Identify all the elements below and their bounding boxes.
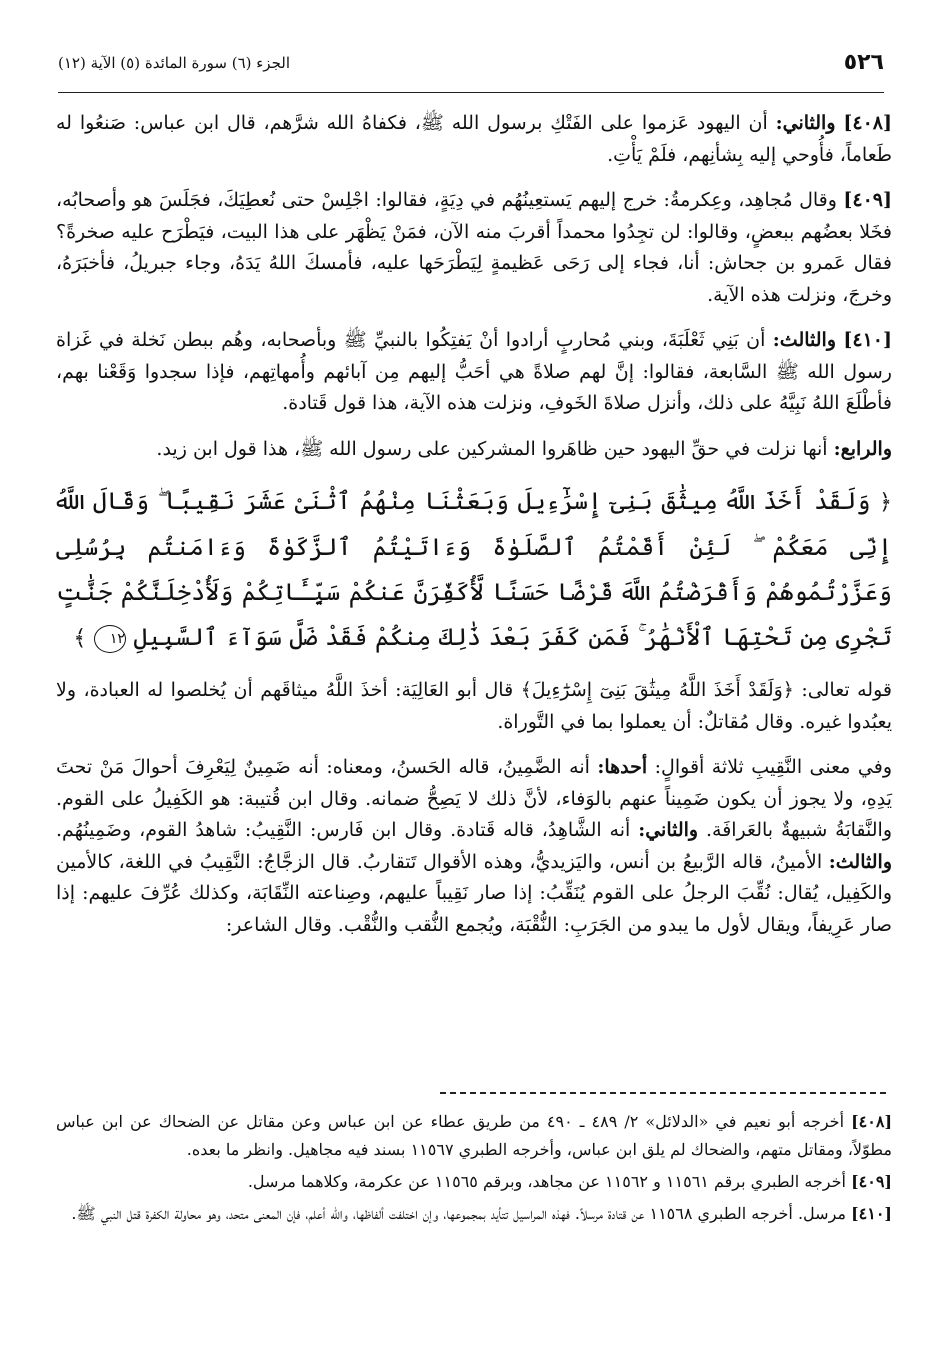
paragraph-text: الأمينُ، قاله الرَّبيعُ بن أنس، واليَزيديُّ، وهذه الأقوال تَتقاربُ. قال الزجَّاجُ: النَّقِيبُ في اللغة، كالأمين والكَفِيل، يُقال: نُقِّبَ الرجلُ على القوم يُنَقِّبُ: إذا صار نَقِيباً عليهم، وصِناعته النِّقَابَة، وكذلك عُرِّفَ عليهم: إذا صار عَرِيفاً، ويقال لأول ما يبدو من الجَرَبِ: النُّقْبَة، ويُجمع النُّقب والنُّقْب. وقال الشاعر: — [56, 850, 892, 936]
paragraph-tafsir-2 — [56, 752, 892, 941]
footnote-text: أخرجه أبو نعيم في «الدلائل» ٢/ ٤٨٩ ـ ٤٩٠ من طريق عطاء عن ابن عباس وعن مقاتل عن الضحاك عن ابن عباس مطوّلاً، ومقاتل متهم، والضحاك لم يلق ابن عباس، وأخرجه الطبري ١١٥٦٧ بسند فيه مجاهيل. وانظر ما بعده. — [56, 1112, 892, 1159]
paragraph-label: والثاني: — [775, 112, 836, 134]
verse-close-bracket: ﴾ — [73, 626, 87, 651]
footnotes — [56, 1108, 892, 1232]
footnote — [56, 1168, 892, 1196]
paragraph-label: أحدها: — [597, 756, 648, 778]
footnote — [56, 1200, 892, 1228]
footnote — [56, 1108, 892, 1164]
paragraph-tafsir-1 — [56, 675, 892, 738]
footnote-ref: [٤١٠] — [851, 1204, 892, 1223]
paragraph-label: والرابع: — [833, 437, 892, 460]
paragraph-410 — [56, 325, 892, 420]
footnote-ref: [٤٠٨] — [851, 1112, 893, 1131]
footnote-text: أخرجه الطبري برقم ١١٥٦١ و ١١٥٦٢ عن مجاهد، وبرقم ١١٥٦٥ عن عكرمة، وكلاهما مرسل. — [247, 1172, 846, 1191]
verse-open-bracket: ﴿ — [879, 490, 892, 515]
paragraph-text: أنه الشَّاهِدُ، قاله قَتادة. وقال ابن فَارس: النَّقِيبُ: شاهدُ القوم، وضَمِينُهُم. — [56, 819, 631, 841]
paragraph-text: أنها نزلت في حقِّ اليهود حين ظاهَروا المشركين على رسول الله ﷺ، هذا قول ابن زيد. — [156, 437, 828, 460]
footnote-text: مرسل. أخرجه الطبري ١١٥٦٨ عن قتادة مرسلاً. فهذه المراسيل تتأيد بمجموعها، وإن اختلفت ألفاظها، والله أعلم، فإن المعنى متحد، وهو محاولة الكفرة قتل النبي ﷺ. — [71, 1204, 846, 1223]
paragraph-fourth-opinion — [56, 434, 892, 466]
reference-marker: [٤٠٩] — [843, 189, 892, 211]
reference-marker: [٤٠٨] — [843, 112, 892, 134]
paragraph-text: أنه الضَّمِينُ، قاله الحَسنُ، ومعناه: أنه ضَمِينٌ لِيَعْرِفَ أحوالَ مَنْ تحتَ يَدِهِ، ولا يجوز أن يكون ضَمِيناً عنهم بالوَفاء، لأنَّ ذلك لا يَصِحُّ ضمانه. وقال ابن قُتيبة: هو الكَفِيلُ على القوم. والنَّقابَةُ شبيهةٌ بالعَرافَة. — [56, 756, 892, 841]
paragraph-409 — [56, 185, 892, 311]
page-header — [58, 48, 884, 93]
quran-verse — [56, 479, 892, 661]
main-text — [56, 108, 892, 955]
page-number: ٥٢٦ — [843, 50, 884, 75]
paragraph-label: والثاني: — [638, 819, 699, 841]
paragraph-text: وقال مُجاهِد، وعِكرمةُ: خرج إليهم يَستعِينُهُم في دِيَةٍ، فقالوا: اجْلِسْ حتى نُعطِيَكَ، فجَلَسَ هو وأصحابُه، فخَلا بعضُهم ببعضٍ، وقالوا: لن تجِدُوا محمداً أقربَ منه الآن، فمَنْ يَظْهَر على هذا البيت، فيَطْرَح عليه صخرةً؟ فقال عَمرو بن جحاش: أنا، فجاء إلى رَحَى عَظيمةٍ لِيَطْرَحَها عليه، فأمسكَ اللهُ يَدَهُ، وجاء جبريلُ، فأخبَرَهُ، وخرجَ، ونزلت هذه الآية. — [56, 189, 892, 306]
reference-marker: [٤١٠] — [843, 329, 893, 351]
verse-number-marker: ١٢ — [94, 625, 126, 653]
footnote-ref: [٤٠٩] — [851, 1172, 892, 1191]
paragraph-text: وفي معنى النَّقِيبِ ثلاثة أقوالٍ: — [654, 756, 892, 778]
paragraph-label: والثالث: — [772, 329, 837, 351]
footnote-separator — [440, 1092, 886, 1094]
running-title: الجزء (٦) سورة المائدة (٥) الآية (١٢) — [58, 54, 290, 72]
paragraph-text: أن بَنِي ثَعْلَبَةَ، وبني مُحاربٍ أرادوا أنْ يَفتِكُوا بالنبيِّ ﷺ وبأصحابه، وهُم ببطن نَخلة في غَزاة رسول الله ﷺ السَّابعة، فقالوا: إنَّ لهم صلاةً هي أحَبُّ إليهم مِن آبائهم وأُمهاتِهم، فإذا سجدوا وَقَعْنا بهم، فأطْلَعَ اللهُ نَبِيَّهُ على ذلك، وأنزل صلاةَ الخَوفِ، ونزلت هذه الآية، هذا قول قَتادة. — [56, 329, 892, 414]
paragraph-label: والثالث: — [828, 850, 892, 873]
paragraph-text: أن اليهود عَزموا على الفَتْكِ برسول الله ﷺ، فكفاهُ الله شرَّهم، قال ابن عباس: صَنعُوا له طَعاماً، فأُوحي إليه بِشأنِهم، فلَمْ يَأْتِ. — [56, 112, 892, 166]
paragraph-text: قوله تعالى: ﴿وَلَقَدْ أَخَذَ اللَّهُ مِيثَٰقَ بَنِىٓ إِسْرَٰٓءِيلَ﴾ قال أبو العَالِيَة: أخذَ اللَّهُ ميثاقَهم أن يُخلصوا له العبادة، ولا يعبُدوا غيره. وقال مُقاتلٌ: أن يعملوا بما في التَّوراة. — [56, 679, 892, 733]
paragraph-408 — [56, 108, 892, 171]
verse-text: وَلَقَدْ أَخَذَ اللَّهُ مِيثَٰقَ بَنِىٓ إِسْرَٰٓءِيلَ وَبَعَثْنَا مِنْهُمُ ٱثْنَىْ عَشَرَ نَقِيبًا ۖ وَقَالَ اللَّهُ إِنِّى مَعَكُمْ ۖ لَئِنْ أَقَمْتُمُ ٱلصَّلَوٰةَ وَءَاتَيْتُمُ ٱلزَّكَوٰةَ وَءَامَنتُم بِرُسُلِى وَعَزَّرْتُمُوهُمْ وَأَقْرَضْتُمُ اللَّهَ قَرْضًا حَسَنًا لَّأُكَفِّرَنَّ عَنكُمْ سَيِّـَٔاتِكُمْ وَلَأُدْخِلَنَّكُمْ جَنَّٰتٍ تَجْرِى مِن تَحْتِهَا ٱلْأَنْهَٰرُ ۚ فَمَن كَفَرَ بَعْدَ ذَٰلِكَ مِنكُمْ فَقَدْ ضَلَّ سَوَآءَ ٱلسَّبِيلِ — [56, 487, 892, 651]
